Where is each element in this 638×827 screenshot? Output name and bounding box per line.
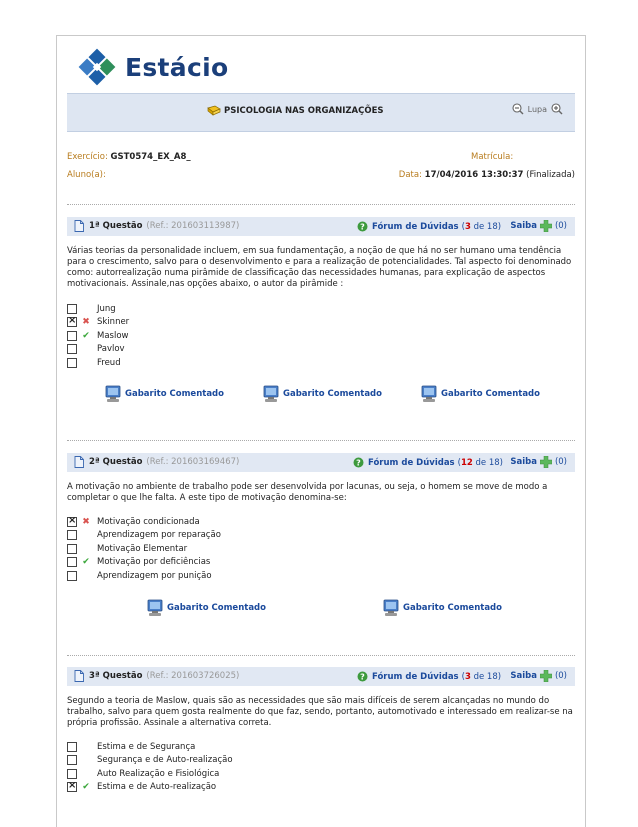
option-label: Aprendizagem por punição xyxy=(97,570,212,581)
document-icon xyxy=(74,220,84,232)
question-3-ref: (Ref.: 201603726025) xyxy=(146,671,240,681)
forum-of-label: de 18) xyxy=(475,457,503,468)
option-label: Motivação Elementar xyxy=(97,543,188,554)
option-motivacao-elementar[interactable] xyxy=(67,542,575,556)
monitor-icon xyxy=(263,385,279,403)
correct-icon: ✔ xyxy=(82,782,90,793)
option-label: Aprendizagem por reparação xyxy=(97,530,221,541)
question-3-text: Segundo a teoria de Maslow, quais são as necessidades que são mais difíceis de serem alcançadas no mundo do trabalho, salvo para quem gosta realmente do que faz, sendo, portanto, automotivado e interessado em realizar-se na própria profissão. Assinale a alternativa correta. xyxy=(67,696,573,728)
option-label: Motivação condicionada xyxy=(97,516,200,527)
option-maslow[interactable] xyxy=(67,329,575,343)
question-2-saiba-link[interactable] xyxy=(510,456,567,468)
option-label: Pavlov xyxy=(97,344,125,355)
document-icon xyxy=(74,456,84,468)
exercise-info-row xyxy=(67,152,575,162)
option-autorealizacao-fisiologica[interactable] xyxy=(67,767,575,781)
date-info xyxy=(399,170,575,180)
question-2-number: 2ª Questão xyxy=(89,457,143,467)
help-icon xyxy=(357,671,368,682)
course-header xyxy=(67,93,575,132)
option-skinner[interactable] xyxy=(67,316,575,330)
checkbox[interactable] xyxy=(67,755,77,765)
plus-icon xyxy=(540,220,552,232)
zoom-out-icon[interactable] xyxy=(512,103,524,115)
exercicio-value: GST0574_EX_A8_ xyxy=(110,152,191,162)
document-icon xyxy=(74,670,84,682)
saiba-count: (0) xyxy=(554,221,567,231)
question-3-title xyxy=(74,670,239,682)
zoom-in-icon[interactable] xyxy=(551,103,563,115)
data-value: 17/04/2016 13:30:37 xyxy=(424,170,524,180)
question-2-ref: (Ref.: 201603169467) xyxy=(146,457,240,467)
exercicio-label: Exercício: xyxy=(67,152,108,162)
checkbox[interactable] xyxy=(67,544,77,554)
option-estima-seguranca[interactable] xyxy=(67,740,575,754)
question-3-number: 3ª Questão xyxy=(89,671,143,681)
checkbox[interactable] xyxy=(67,358,77,368)
gabarito-label: Gabarito Comentado xyxy=(167,603,266,613)
question-1-saiba-link[interactable] xyxy=(510,220,567,232)
estacio-logo xyxy=(75,44,228,90)
checkbox[interactable] xyxy=(67,331,77,341)
matricula-label: Matrícula: xyxy=(471,152,514,162)
gabarito-comentado-link[interactable] xyxy=(421,385,540,403)
checkbox[interactable] xyxy=(67,344,77,354)
question-1-number: 1ª Questão xyxy=(89,221,143,231)
plus-icon xyxy=(540,456,552,468)
option-motivacao-deficiencias[interactable] xyxy=(67,556,575,570)
question-1-forum-link[interactable]: ? Fórum de Dúvidas (3 de 18) xyxy=(357,221,501,232)
data-status: (Finalizada) xyxy=(526,170,575,180)
data-label: Data: xyxy=(398,170,422,180)
divider xyxy=(67,655,575,656)
option-freud[interactable] xyxy=(67,356,575,370)
wrong-icon: ✖ xyxy=(82,317,90,328)
course-title-text: PSICOLOGIA NAS ORGANIZAÇÕES xyxy=(224,105,384,116)
question-2-forum-link[interactable]: ? Fórum de Dúvidas (12 de 18) xyxy=(353,457,503,468)
forum-label: Fórum de Dúvidas xyxy=(372,671,459,682)
gabarito-label: Gabarito Comentado xyxy=(283,389,382,399)
question-1-forum-count: 3 xyxy=(464,221,471,232)
brand-name: Estácio xyxy=(125,52,229,82)
svg-text:?: ? xyxy=(356,458,361,468)
saiba-label: Saiba xyxy=(510,221,537,231)
checkbox[interactable] xyxy=(67,304,77,314)
page-frame xyxy=(56,35,586,827)
question-3-options xyxy=(67,740,575,794)
option-label: Estima e de Segurança xyxy=(97,741,196,752)
checkbox-checked[interactable] xyxy=(67,782,77,792)
divider xyxy=(67,440,575,441)
monitor-icon xyxy=(105,385,121,403)
checkbox-checked[interactable] xyxy=(67,317,77,327)
option-label: Motivação por deficiências xyxy=(97,557,211,568)
checkbox[interactable] xyxy=(67,742,77,752)
svg-text:?: ? xyxy=(360,222,365,232)
option-label: Auto Realização e Fisiológica xyxy=(97,768,220,779)
forum-of-label: de 18) xyxy=(473,221,502,232)
gabarito-comentado-link[interactable] xyxy=(147,599,266,617)
option-motivacao-condicionada[interactable] xyxy=(67,515,575,529)
plus-icon xyxy=(540,670,552,682)
wrong-icon: ✖ xyxy=(82,516,90,527)
option-label: Maslow xyxy=(97,330,129,341)
checkbox-checked[interactable] xyxy=(67,517,77,527)
gabarito-comentado-link[interactable] xyxy=(383,599,502,617)
saiba-label: Saiba xyxy=(510,671,537,681)
option-pavlov[interactable] xyxy=(67,343,575,357)
gabarito-comentado-link[interactable] xyxy=(263,385,382,403)
forum-of-label: de 18) xyxy=(473,671,502,682)
question-1-text: Várias teorias da personalidade incluem, em sua fundamentação, a noção de que há no ser humano uma tendência para o crescimento, salvo para o desenvolvimento e para a realização de potencialidades. Tal aspecto foi denominado como: autorrealização numa pirâmide de classificação das necessidades humanas, para explicação de aspectos motivacionais. Assinale,nas opções abaixo, o autor da pirâmide : xyxy=(67,246,572,289)
option-label: Segurança e de Auto-realização xyxy=(97,755,233,766)
question-2-forum-count: 12 xyxy=(460,457,473,468)
book-icon xyxy=(207,105,221,116)
gabarito-label: Gabarito Comentado xyxy=(125,389,224,399)
help-icon xyxy=(353,457,364,468)
checkbox[interactable] xyxy=(67,769,77,779)
option-label: Freud xyxy=(97,357,121,368)
monitor-icon xyxy=(383,599,399,617)
question-3-forum-count: 3 xyxy=(464,671,471,682)
divider xyxy=(67,204,575,205)
forum-label: Fórum de Dúvidas xyxy=(368,457,455,468)
monitor-icon xyxy=(147,599,163,617)
question-2-options xyxy=(67,515,575,583)
aluno-label: Aluno(a): xyxy=(67,170,106,180)
checkbox[interactable] xyxy=(67,571,77,581)
option-aprendizagem-punicao[interactable] xyxy=(67,569,575,583)
saiba-count: (0) xyxy=(554,457,567,467)
correct-icon: ✔ xyxy=(82,557,90,568)
question-3-header xyxy=(67,667,575,686)
correct-icon: ✔ xyxy=(82,330,90,341)
zoom-controls xyxy=(512,103,563,115)
option-label: Skinner xyxy=(97,317,130,328)
question-3-saiba-link[interactable] xyxy=(510,670,567,682)
question-2-header xyxy=(67,453,575,472)
saiba-count: (0) xyxy=(554,671,567,681)
gabarito-label: Gabarito Comentado xyxy=(403,603,502,613)
checkbox[interactable] xyxy=(67,530,77,540)
help-icon xyxy=(357,221,368,232)
question-1-title xyxy=(74,220,239,232)
gabarito-label: Gabarito Comentado xyxy=(441,389,540,399)
option-label: Jung xyxy=(97,303,116,314)
question-1-header xyxy=(67,217,575,236)
forum-label: Fórum de Dúvidas xyxy=(372,221,459,232)
monitor-icon xyxy=(421,385,437,403)
question-2-text: A motivação no ambiente de trabalho pode ser desenvolvida por lacunas, ou seja, o homem se move de modo a completar o que lhe falta. A este tipo de motivação denomina-se: xyxy=(67,482,548,503)
checkbox[interactable] xyxy=(67,557,77,567)
saiba-label: Saiba xyxy=(510,457,537,467)
question-2-title xyxy=(74,456,239,468)
option-jung[interactable] xyxy=(67,302,575,316)
question-1-options xyxy=(67,302,575,370)
student-info-row xyxy=(67,170,575,180)
option-estima-autorealizacao[interactable] xyxy=(67,781,575,795)
zoom-label: Lupa xyxy=(527,104,547,114)
question-1-ref: (Ref.: 201603113987) xyxy=(146,221,240,231)
svg-text:?: ? xyxy=(360,672,365,682)
option-seguranca-autorealizacao[interactable] xyxy=(67,754,575,768)
option-aprendizagem-reparacao[interactable] xyxy=(67,529,575,543)
gabarito-comentado-link[interactable] xyxy=(105,385,224,403)
course-title xyxy=(207,105,384,116)
question-3-forum-link[interactable]: ? Fórum de Dúvidas (3 de 18) xyxy=(357,671,501,682)
option-label: Estima e de Auto-realização xyxy=(97,782,217,793)
logo-icon xyxy=(75,45,119,89)
